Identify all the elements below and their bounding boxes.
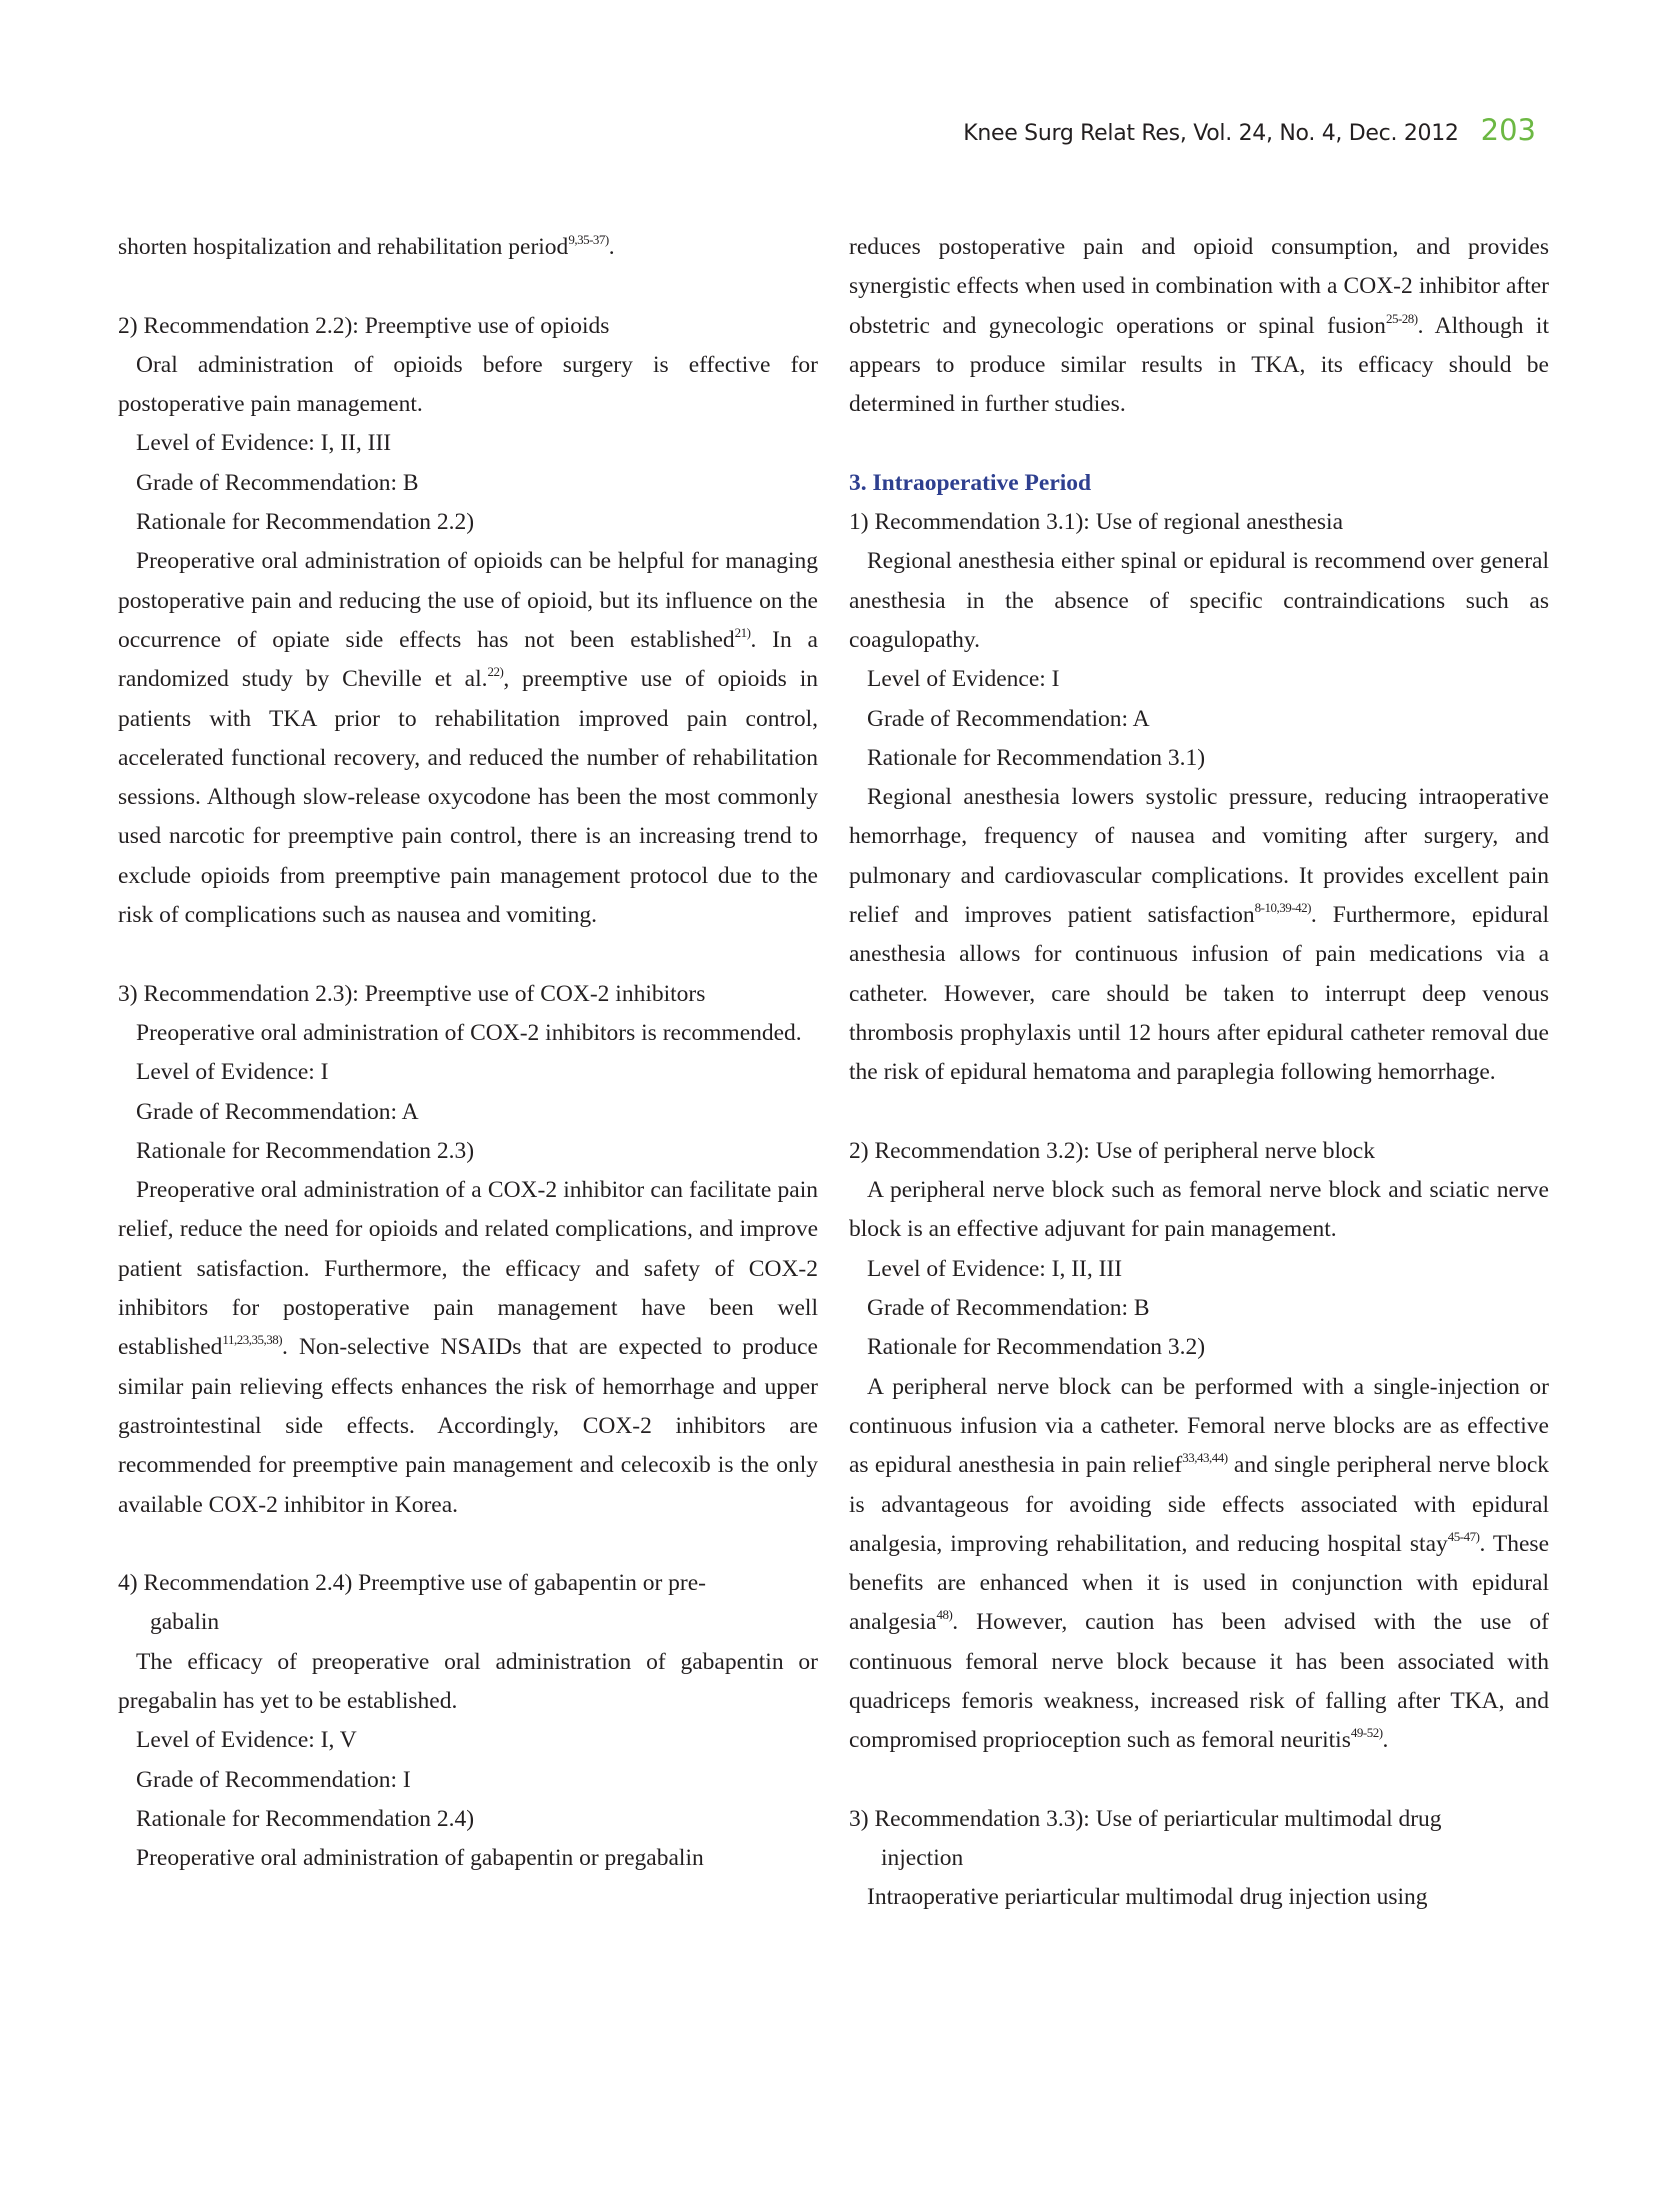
rationale-title: Rationale for Recommendation 2.3) <box>136 1137 475 1164</box>
rationale-paragraph: Preoperative oral administration of gabapentin or pregabalin <box>136 1845 704 1872</box>
rationale-title: Rationale for Recommendation 2.2) <box>136 509 475 536</box>
citation-ref: 11,23,35,38) <box>222 1332 283 1348</box>
level-of-evidence: Level of Evidence: I <box>136 1059 329 1086</box>
grade-of-recommendation: Grade of Recommendation: B <box>136 469 419 496</box>
grade-of-recommendation: Grade of Recommendation: A <box>136 1098 419 1125</box>
recommendation-statement: Preoperative oral administration of COX-2 inhibitors is recommended. <box>136 1019 802 1046</box>
recommendation-statement: Intraoperative periarticular multimodal drug injection using <box>867 1884 1428 1911</box>
citation-ref: 45-47) <box>1447 1528 1480 1544</box>
citation-ref: 49-52) <box>1350 1725 1383 1741</box>
level-of-evidence: Level of Evidence: I, II, III <box>867 1255 1123 1282</box>
recommendation-statement: A peripheral nerve block such as femoral nerve block and sciatic nerve block is an effective adjuvant for pain management. <box>849 1177 1549 1243</box>
paragraph-continuation: reduces postoperative pain and opioid consumption, and provides synergistic effects when used in combination with a COX-2 inhibitor after obstetric and gynecologic operations or spinal fusion$^{25-28)}$. Although it appears to produce similar results in TKA, its efficacy should be determined in further studies. <box>849 234 1549 418</box>
left-column <box>118 228 818 1878</box>
right-column <box>849 228 1549 1918</box>
citation-ref: 21) <box>734 624 751 640</box>
citation-ref: 33,43,44) <box>1182 1450 1228 1466</box>
rationale-paragraph: Regional anesthesia lowers systolic pressure, reducing intraoperative hemorrhage, frequency of nausea and vomiting after surgery, and pulmonary and cardiovascular complications. It provides excellent pain relief and improves patient satisfaction$^{8-10,39-42)}$. Furthermore, epidural anesthesia allows for continuous infusion of pain medications via a catheter. However, care should be taken to interrupt deep venous thrombosis prophylaxis until 12 hours after epidural catheter removal due the risk of epidural hematoma and paraplegia following hemorrhage. <box>849 784 1549 1086</box>
rationale-title: Rationale for Recommendation 3.2) <box>867 1334 1206 1361</box>
recommendation-statement: The efficacy of preoperative oral administration of gabapentin or pregabalin has yet to be established. <box>118 1648 818 1714</box>
paragraph-continuation: shorten hospitalization and rehabilitation period$^{9,35-37)}$. <box>118 232 615 260</box>
rationale-title: Rationale for Recommendation 3.1) <box>867 744 1206 771</box>
citation-ref: 25-28) <box>1385 310 1418 326</box>
grade-of-recommendation: Grade of Recommendation: I <box>136 1766 411 1793</box>
page-number: 203 <box>1480 113 1536 147</box>
citation-ref: 22) <box>487 664 504 680</box>
recommendation-heading: 3) Recommendation 2.3): Preemptive use of COX-2 inhibitors <box>118 980 706 1007</box>
level-of-evidence: Level of Evidence: I, II, III <box>136 430 392 457</box>
recommendation-statement: Regional anesthesia either spinal or epidural is recommend over general anesthesia in the absence of specific contraindications such as coagulopathy. <box>849 548 1549 653</box>
grade-of-recommendation: Grade of Recommendation: A <box>867 705 1150 732</box>
rationale-paragraph: Preoperative oral administration of a COX-2 inhibitor can facilitate pain relief, reduce the need for opioids and related complications, and improve patient satisfaction. Furthermore, the efficacy and safety of COX-2 inhibitors for postoperative pain management have been well established$^{11,23,35,38)}$. Non-selective NSAIDs that are expected to produce similar pain relieving effects enhances the risk of hemorrhage and upper gastrointestinal side effects. Accordingly, COX-2 inhibitors are recommended for preemptive pain management and celecoxib is the only available COX-2 inhibitor in Korea. <box>118 1177 818 1518</box>
recommendation-statement: Oral administration of opioids before surgery is effective for postoperative pain management. <box>118 351 818 418</box>
rationale-paragraph: Preoperative oral administration of opioids can be helpful for managing postoperative pain and reducing the use of opioid, but its influence on the occurrence of opiate side effects has not been established$^{21)}$. In a randomized study by Cheville et al.$^{22)}$, preemptive use of opioids in patients with TKA prior to rehabilitation improved pain control, accelerated functional recovery, and reduced the number of rehabilitation sessions. Although slow-release oxycodone has been the most commonly used narcotic for preemptive pain control, there is an increasing trend to exclude opioids from preemptive pain management protocol due to the risk of complications such as nausea and vomiting. <box>118 548 819 929</box>
level-of-evidence: Level of Evidence: I, V <box>136 1727 357 1754</box>
recommendation-heading: 4) Recommendation 2.4) Preemptive use of gabapentin or pre- gabalin <box>118 1570 706 1636</box>
journal-citation: Knee Surg Relat Res, Vol. 24, No. 4, Dec. 2012 <box>963 121 1459 146</box>
recommendation-heading: 3) Recommendation 3.3): Use of periarticular multimodal drug injection <box>849 1805 1442 1872</box>
recommendation-heading: 2) Recommendation 2.2): Preemptive use of opioids <box>118 312 610 339</box>
grade-of-recommendation: Grade of Recommendation: B <box>867 1295 1150 1322</box>
recommendation-heading: 2) Recommendation 3.2): Use of peripheral nerve block <box>849 1137 1375 1164</box>
rationale-title: Rationale for Recommendation 2.4) <box>136 1805 475 1832</box>
running-head <box>963 113 1536 147</box>
rationale-paragraph: A peripheral nerve block can be performed with a single-injection or continuous infusion via a catheter. Femoral nerve blocks are as effective as epidural anesthesia in pain relief$^{33,43,44)}$ and single peripheral nerve block is advantageous for avoiding side effects associated with epidural analgesia, improving rehabilitation, and reducing hospital stay$^{45-47)}$. These benefits are enhanced when it is used in conjunction with epidural analgesia$^{48)}$. However, caution has been advised with the use of continuous femoral nerve block because it has been associated with quadriceps femoris weakness, increased risk of falling after TKA, and compromised proprioception such as femoral neuritis$^{49-52)}$. <box>849 1373 1550 1754</box>
citation-ref: 48) <box>936 1607 953 1623</box>
recommendation-heading: 1) Recommendation 3.1): Use of regional anesthesia <box>849 509 1344 536</box>
level-of-evidence: Level of Evidence: I <box>867 666 1060 693</box>
citation-ref: 9,35-37) <box>568 232 609 247</box>
citation-ref: 8-10,39-42) <box>1254 900 1311 916</box>
section-title: 3. Intraoperative Period <box>849 469 1092 496</box>
